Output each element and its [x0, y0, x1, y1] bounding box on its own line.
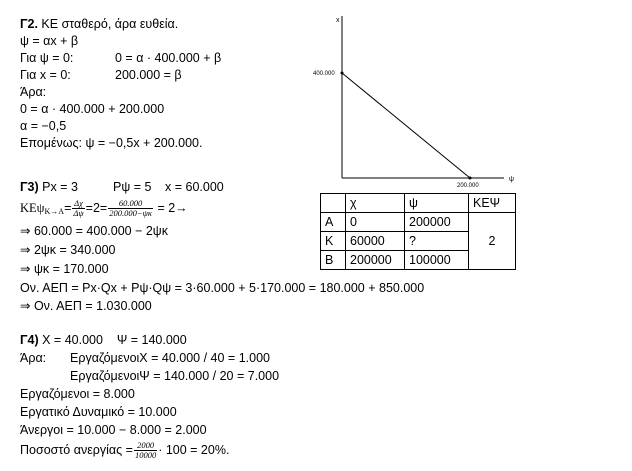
table-cell: 200000 [405, 213, 469, 232]
g3-py: Pψ = 5 [113, 180, 152, 194]
g3-line-5: ⇒ ψκ = 170.000 [20, 262, 109, 276]
g2-heading-text: ΚΕ σταθερό, άρα ευθεία. [37, 17, 179, 31]
graph-x-value-label: 200.000 [457, 183, 479, 189]
ke-eq2: =2= [85, 201, 108, 215]
frac1-numerator: Δχ [74, 198, 83, 209]
table-cell: 0 [346, 213, 405, 232]
ke-prefix: ΚΕψ [20, 201, 45, 215]
frac2-denominator: 200.000−ψκ [109, 208, 152, 219]
g3-heading-line [20, 180, 78, 195]
graph-y-value-label: 400.000 [313, 71, 335, 77]
g3-line-4: ⇒ 2ψκ = 340.000 [20, 243, 116, 257]
ke-table [320, 193, 516, 270]
g3-ke-equation: ΚΕψ$_{K\to A}$= $\frac{\Delta\chi}{\Delta\psi}$ =2= $\frac{60.000}{200.000-\psi\kappa}$ = 2→ [20, 198, 188, 219]
ppf-line [342, 73, 470, 178]
g2-heading: Γ2. [20, 17, 38, 31]
g2-line-2: ψ = αx + β [20, 34, 79, 48]
fraction-dx-dy [72, 199, 84, 218]
g4-line-3: ΕργαζόμενοιΨ = 140.000 / 20 = 7.000 [70, 369, 280, 383]
table-row [321, 213, 516, 232]
table-ke-value: 2 [469, 213, 516, 270]
g2-line-6: 0 = α · 400.000 + 200.000 [20, 102, 165, 116]
table-cell: Β [321, 251, 346, 270]
graph-y-axis-label: x [336, 17, 340, 24]
fraction-60000 [108, 199, 153, 218]
g4-line-2a: Άρα: [20, 351, 47, 365]
g4-line-6: Άνεργοι = 10.000 − 8.000 = 2.000 [20, 423, 207, 437]
g3-px: Px = 3 [38, 180, 78, 194]
g4-heading-text: Χ = 40.000 Ψ = 140.000 [38, 333, 187, 347]
table-cell: 200000 [346, 251, 405, 270]
frac2-numerator: 60.000 [108, 199, 153, 209]
g4-line-4: Εργαζόμενοι = 8.000 [20, 387, 135, 401]
table-cell: 60000 [346, 232, 405, 251]
g2-line-4a: Για x = 0: [20, 68, 71, 82]
ke-suffix: = 2→ [157, 201, 188, 215]
g3-line-6: Ον. ΑΕΠ = Px·Qx + Pψ·Qψ = 3·60.000 + 5·170.000 = 180.000 + 850.000 [20, 281, 425, 295]
table-cell: ? [405, 232, 469, 251]
g2-line-5: Άρα: [20, 85, 47, 99]
g2-line-4b: 200.000 = β [115, 68, 182, 82]
g3-line-7: ⇒ Ον. ΑΕΠ = 1.030.000 [20, 299, 152, 313]
table-cell: 100000 [405, 251, 469, 270]
g2-line-7: α = −0,5 [20, 119, 67, 133]
unemployment-label: Ποσοστό ανεργίας = [20, 443, 133, 457]
unemp-frac-denominator: 10000 [134, 450, 157, 461]
g3-x: x = 60.000 [165, 180, 224, 194]
table-header-row [321, 194, 516, 213]
table-cell: Κ [321, 232, 346, 251]
g3-heading: Γ3) [20, 180, 39, 194]
g4-line-7 [20, 437, 229, 463]
frac1-denominator: Δψ [73, 208, 84, 219]
g4-line-5: Εργατικό Δυναμικό = 10.000 [20, 405, 177, 419]
fraction-unemployment [134, 441, 157, 460]
g4-line-2b: ΕργαζόμενοιΧ = 40.000 / 40 = 1.000 [70, 351, 270, 365]
g2-line-3b: 0 = α · 400.000 + β [115, 51, 222, 65]
unemployment-result: · 100 = 20%. [158, 443, 230, 457]
table-header-cell: χ [346, 194, 405, 213]
table-cell: Α [321, 213, 346, 232]
unemp-frac-numerator: 2000 [134, 441, 157, 451]
x-intercept-point [469, 177, 472, 180]
table-header-cell: ψ [405, 194, 469, 213]
g3-line-3: ⇒ 60.000 = 400.000 − 2ψκ [20, 224, 168, 238]
g4-heading-line [20, 333, 187, 348]
table-header-cell [321, 194, 346, 213]
g4-heading: Γ4) [20, 333, 39, 347]
g2-line-3a: Για ψ = 0: [20, 51, 74, 65]
y-intercept-point [341, 72, 344, 75]
table-header-cell: ΚΕΨ [469, 194, 516, 213]
graph-x-axis-label: ψ [509, 176, 514, 183]
ke-subscript: Κ→Α [44, 207, 65, 216]
g2-line-8: Επομένως: ψ = −0,5x + 200.000. [20, 136, 203, 150]
